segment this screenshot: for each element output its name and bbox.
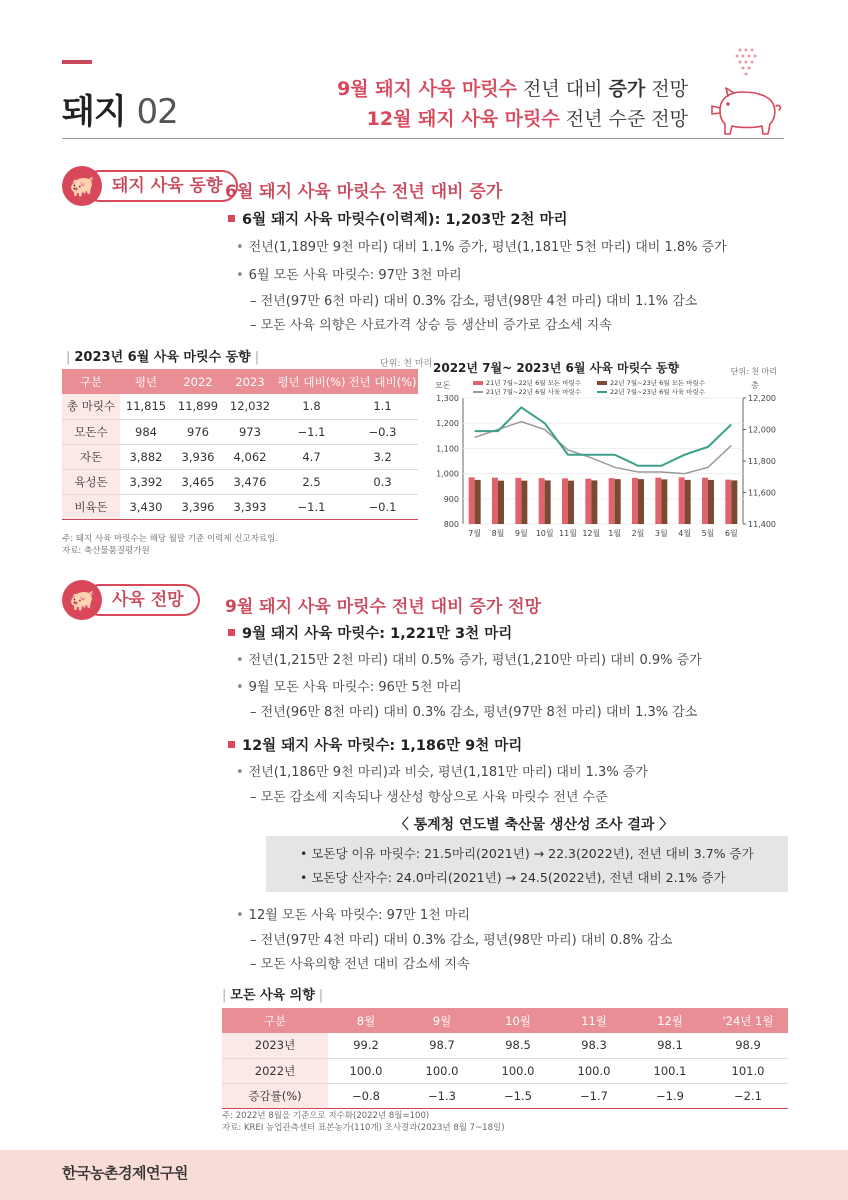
header-subtitle-1: 9월 돼지 사육 마릿수 전년 대비 증가 전망 — [337, 78, 688, 100]
chart-left-axis-label: 모돈 — [435, 381, 451, 390]
header-subtitle-2: 12월 돼지 사육 마릿수 전년 수준 전망 — [366, 108, 688, 130]
survey-row: • 모돈당 산자수: 24.0마리(2021년) → 24.5(2022년), 전년 대비 2.1% 증가 — [300, 870, 726, 885]
table-cell: 1.8 — [276, 394, 347, 419]
table-cell: 100.0 — [328, 1058, 404, 1083]
table-cell: 총 마릿수 — [62, 394, 120, 419]
chart-right-tick-label: 12,000 — [748, 425, 776, 435]
table-row — [62, 469, 418, 494]
table-cell: 3,392 — [120, 469, 172, 494]
table-cell: −1.7 — [556, 1083, 632, 1108]
table-header-cell: 구분 — [222, 1008, 328, 1033]
table-cell: 98.5 — [480, 1033, 556, 1058]
survey-box — [266, 836, 788, 892]
table-row — [62, 394, 418, 419]
table-cell: 4.7 — [276, 444, 347, 469]
table-row — [222, 1033, 788, 1058]
table-cell: −2.1 — [708, 1083, 788, 1108]
table-cell: 3.2 — [347, 444, 418, 469]
legend-label: 22년 7월~23년 6월 사육 마릿수 — [610, 388, 706, 396]
list-item: • 전년(1,189만 9천 마리) 대비 1.1% 증가, 평년(1,181만 5천 마리) 대비 1.8% 증가 — [236, 240, 727, 255]
chart-left-tick-label: 1,000 — [436, 469, 459, 479]
table-cell: 3,882 — [120, 444, 172, 469]
table-cell: −1.3 — [404, 1083, 480, 1108]
table-cell: 2023년 — [222, 1033, 328, 1058]
chart-x-tick-label: 10월 — [535, 529, 554, 538]
section-label-trend: 돼지 사육 동향 🐖 — [62, 166, 212, 206]
chart-bar — [702, 478, 708, 524]
table-cell: −0.3 — [347, 419, 418, 444]
table-cell: 100.1 — [632, 1058, 708, 1083]
table-header-row — [222, 1008, 788, 1033]
chart-bar — [545, 480, 551, 524]
chart-right-tick-label: 11,400 — [748, 520, 776, 529]
list-subitem: – 모돈 사육 의향은 사료가격 상승 등 생산비 증가로 감소세 지속 — [250, 318, 612, 333]
chart-x-tick-label: 4월 — [678, 529, 692, 538]
chart-x-tick-label: 1월 — [608, 529, 622, 538]
table-cell: 98.1 — [632, 1033, 708, 1058]
footer — [0, 1150, 848, 1200]
table-cell: 모돈수 — [62, 419, 120, 444]
table-header-cell: 전년 대비(%) — [347, 369, 418, 394]
table-header-cell: 9월 — [404, 1008, 480, 1033]
list-subitem: – 전년(97만 6천 마리) 대비 0.3% 감소, 평년(98만 4천 마리) 대비 1.1% 감소 — [250, 294, 698, 309]
header-accent-bar — [62, 60, 92, 64]
legend-label: 21년 7월~22년 6월 모돈 마릿수 — [486, 379, 582, 387]
section-label-outlook: 사육 전망 🐖 — [62, 580, 212, 620]
table-header-cell: 평년 — [120, 369, 172, 394]
section-heading-trend: 6월 돼지 사육 마릿수 전년 대비 증가 — [225, 182, 503, 202]
chart-x-tick-label: 9월 — [514, 529, 528, 538]
table-cell: 100.0 — [404, 1058, 480, 1083]
table-row — [62, 444, 418, 469]
bullet-sept-count: 9월 돼지 사육 마릿수: 1,221만 3천 마리 — [228, 622, 512, 643]
table-cell: 98.9 — [708, 1033, 788, 1058]
pig-icon: 🐖 — [62, 580, 102, 620]
chart-bar — [685, 480, 691, 524]
table-cell: 984 — [120, 419, 172, 444]
table-header-cell: 12월 — [632, 1008, 708, 1033]
survey-box-title: 〈 통계청 연도별 축산물 생산성 조사 결과 〉 — [394, 817, 674, 833]
chart-left-tick-label: 800 — [443, 520, 459, 529]
chart-bar — [492, 478, 498, 524]
chart-bar — [469, 477, 475, 524]
table1 — [62, 369, 418, 520]
chart — [425, 358, 785, 548]
chart-bar — [585, 479, 591, 524]
chart-left-tick-label: 900 — [443, 494, 459, 504]
chart-bar — [562, 478, 568, 524]
chart-bar — [708, 480, 714, 524]
chart-left-tick-label: 1,200 — [436, 419, 459, 429]
pig-icon — [706, 46, 784, 138]
chart-bar — [568, 481, 574, 524]
chart-bar — [632, 478, 638, 524]
table-cell: 12,032 — [224, 394, 276, 419]
chart-series-line — [475, 407, 732, 465]
table-cell: −1.5 — [480, 1083, 556, 1108]
table-cell: 11,899 — [172, 394, 224, 419]
chart-series-line — [475, 422, 732, 474]
table-cell: 자돈 — [62, 444, 120, 469]
section-heading-outlook: 9월 돼지 사육 마릿수 전년 대비 증가 전망 — [225, 597, 542, 617]
table-cell: 2.5 — [276, 469, 347, 494]
list-subitem: – 전년(97만 4천 마리) 대비 0.3% 감소, 평년(98만 마리) 대비 0.8% 감소 — [250, 933, 673, 948]
table-cell: 3,430 — [120, 494, 172, 519]
legend-swatch — [597, 381, 607, 385]
table-row — [222, 1083, 788, 1108]
chart-x-tick-label: 11월 — [559, 529, 577, 538]
chart-bar — [609, 478, 615, 524]
legend-swatch — [473, 381, 483, 385]
chart-bar — [638, 479, 644, 524]
chart-right-tick-label: 11,600 — [748, 488, 776, 498]
table-cell: 0.3 — [347, 469, 418, 494]
chart-right-axis-label: 총 — [751, 381, 759, 390]
chart-bar — [521, 481, 527, 524]
table-header-cell: 평년 대비(%) — [276, 369, 347, 394]
chart-bar — [515, 478, 521, 524]
chart-x-tick-label: 12월 — [582, 529, 601, 538]
table-row — [62, 419, 418, 444]
table-cell: 3,465 — [172, 469, 224, 494]
header-divider — [62, 138, 784, 139]
chart-x-tick-label: 5월 — [701, 529, 715, 538]
table-cell: 98.7 — [404, 1033, 480, 1058]
chart-right-tick-label: 12,200 — [748, 394, 776, 403]
chart-bar — [725, 480, 731, 524]
table-cell: 973 — [224, 419, 276, 444]
bullet-dec-count: 12월 돼지 사육 마릿수: 1,186만 9천 마리 — [228, 734, 522, 755]
legend-label: 21년 7월~22년 6월 사육 마릿수 — [486, 388, 582, 396]
table-cell: −1.1 — [276, 419, 347, 444]
table-header-cell: '24년 1월 — [708, 1008, 788, 1033]
table2 — [222, 1008, 788, 1109]
chart-right-tick-label: 11,800 — [748, 457, 776, 466]
list-item: • 전년(1,215만 2천 마리) 대비 0.5% 증가, 평년(1,210만 마리) 대비 0.9% 증가 — [236, 653, 702, 668]
chart-x-tick-label: 8월 — [491, 529, 505, 538]
table-cell: 비육돈 — [62, 494, 120, 519]
chart-x-tick-label: 7월 — [468, 529, 482, 538]
chart-title: 2022년 7월~ 2023년 6월 사육 마릿수 동향 — [433, 361, 680, 375]
table-cell: −0.8 — [328, 1083, 404, 1108]
chart-unit: 단위: 천 마리 — [730, 367, 777, 376]
table1-unit: 단위: 천 마리 — [380, 359, 433, 369]
list-subitem: – 전년(96만 8천 마리) 대비 0.3% 감소, 평년(97만 8천 마리) 대비 1.3% 감소 — [250, 705, 698, 720]
table-cell: −0.1 — [347, 494, 418, 519]
table-cell: 3,476 — [224, 469, 276, 494]
chart-bar — [498, 481, 504, 524]
table-cell: 100.0 — [556, 1058, 632, 1083]
table-cell: 육성돈 — [62, 469, 120, 494]
table-header-cell: 11월 — [556, 1008, 632, 1033]
list-subitem: – 모돈 사육의향 전년 대비 감소세 지속 — [250, 957, 470, 972]
footer-org-name: 한국농촌경제연구원 — [62, 1164, 188, 1182]
table-cell: 4,062 — [224, 444, 276, 469]
survey-row: • 모돈당 이유 마릿수: 21.5마리(2021년) → 22.3(2022년), 전년 대비 3.7% 증가 — [300, 846, 754, 861]
table-cell: −1.1 — [276, 494, 347, 519]
table-cell: 3,393 — [224, 494, 276, 519]
pig-icon: 🐖 — [62, 166, 102, 206]
chart-bar — [475, 480, 481, 524]
table1-title: | 2023년 6월 사육 마릿수 동향 | — [66, 350, 260, 365]
page-title: 돼지 02 — [62, 92, 178, 132]
legend-label: 22년 7월~23년 6월 모돈 마릿수 — [610, 379, 706, 387]
table-header-cell: 2023 — [224, 369, 276, 394]
table-cell: 11,815 — [120, 394, 172, 419]
table2-title: | 모돈 사육 의향 | — [222, 988, 324, 1003]
chart-bar — [655, 478, 661, 524]
table-header-cell: 10월 — [480, 1008, 556, 1033]
chart-x-tick-label: 2월 — [631, 529, 645, 538]
table-row — [62, 494, 418, 519]
table-header-row — [62, 369, 418, 394]
table-cell: 101.0 — [708, 1058, 788, 1083]
table-cell: 98.3 — [556, 1033, 632, 1058]
table-cell: 2022년 — [222, 1058, 328, 1083]
chart-bar — [731, 480, 737, 524]
chart-x-tick-label: 3월 — [654, 529, 668, 538]
table-cell: 3,396 — [172, 494, 224, 519]
table-cell: 99.2 — [328, 1033, 404, 1058]
list-subitem: – 모돈 감소세 지속되나 생산성 향상으로 사육 마릿수 전년 수준 — [250, 790, 608, 805]
chart-left-tick-label: 1,300 — [436, 394, 459, 403]
table-cell: 100.0 — [480, 1058, 556, 1083]
list-item: • 6월 모돈 사육 마릿수: 97만 3천 마리 — [236, 268, 462, 283]
table-cell: −1.9 — [632, 1083, 708, 1108]
chart-left-tick-label: 1,100 — [436, 444, 459, 454]
table-cell: 1.1 — [347, 394, 418, 419]
table2-note: 주: 2022년 8월을 기준으로 지수화(2022년 8월=100) 자료: KREI 농업관측센터 표본농가(110개) 조사결과(2023년 8월 7~18일) — [222, 1111, 505, 1133]
chart-bar — [591, 480, 597, 524]
list-item: • 9월 모돈 사육 마릿수: 96만 5천 마리 — [236, 680, 462, 695]
table-cell: 증감률(%) — [222, 1083, 328, 1108]
table-row — [222, 1058, 788, 1083]
chart-bar — [679, 477, 685, 524]
chart-bar — [615, 479, 621, 524]
chart-bar — [539, 478, 545, 524]
table-header-cell: 8월 — [328, 1008, 404, 1033]
list-item: • 전년(1,186만 9천 마리)과 비슷, 평년(1,181만 마리) 대비 1.3% 증가 — [236, 765, 648, 780]
table1-note: 주: 돼지 사육 마릿수는 해당 월말 기준 이력제 신고자료임. 자료: 축산물품질평가원 — [62, 534, 279, 556]
table-header-cell: 2022 — [172, 369, 224, 394]
table-cell: 3,936 — [172, 444, 224, 469]
list-item: • 12월 모돈 사육 마릿수: 97만 1천 마리 — [236, 908, 470, 923]
chart-x-tick-label: 6월 — [724, 529, 738, 538]
table-cell: 976 — [172, 419, 224, 444]
table-header-cell: 구분 — [62, 369, 120, 394]
chart-bar — [661, 479, 667, 524]
bullet-june-count: 6월 돼지 사육 마릿수(이력제): 1,203만 2천 마리 — [228, 208, 568, 229]
